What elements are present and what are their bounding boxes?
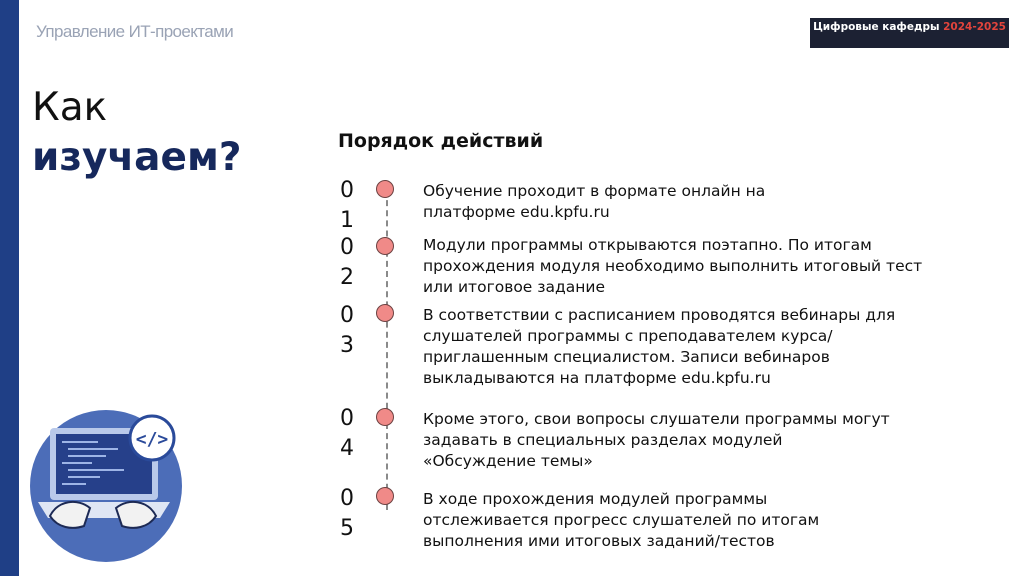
timeline-dot: [376, 180, 394, 198]
step-text: Модули программы открываются поэтапно. По итогам прохождения модуля необходимо выполнить итоговый тест или итоговое задание: [423, 236, 923, 296]
laptop-coding-illustration: [28, 408, 188, 568]
heading-line-1: Как: [32, 85, 108, 130]
step-text: Обучение проходит в формате онлайн на платформе edu.kpfu.ru: [423, 182, 766, 221]
step-number: 03: [340, 303, 354, 358]
step-text: Кроме этого, свои вопросы слушатели программы могут задавать в специальных разделах модулей «Обсуждение темы»: [423, 410, 890, 470]
badge-text: Цифровые кафедры: [813, 21, 944, 33]
step-text: В ходе прохождения модулей программы отслеживается прогресс слушателей по итогам выполнения ими итоговых заданий/тестов: [423, 490, 820, 550]
timeline-dot: [376, 304, 394, 322]
timeline-dot: [376, 487, 394, 505]
step-number: 01: [340, 178, 354, 233]
step-number: 05: [340, 486, 354, 541]
heading-line-2: изучаем?: [32, 135, 242, 180]
course-title: Управление ИТ-проектами: [36, 22, 234, 41]
svg-text:</>: </>: [135, 429, 169, 450]
timeline-dot: [376, 237, 394, 255]
step-number: 02: [340, 235, 354, 290]
badge-year: 2024-2025: [943, 21, 1006, 33]
left-accent-bar: [0, 0, 19, 576]
timeline-dot: [376, 408, 394, 426]
step-text: В соответствии с расписанием проводятся вебинары для слушателей программы с преподавателем курса/приглашенным специалистом. Записи вебинаров выкладываются на платформе edu.kpfu.ru: [423, 306, 896, 387]
section-title: Порядок действий: [338, 130, 544, 152]
digital-departments-badge: [810, 18, 1009, 48]
step-number: 04: [340, 406, 354, 461]
